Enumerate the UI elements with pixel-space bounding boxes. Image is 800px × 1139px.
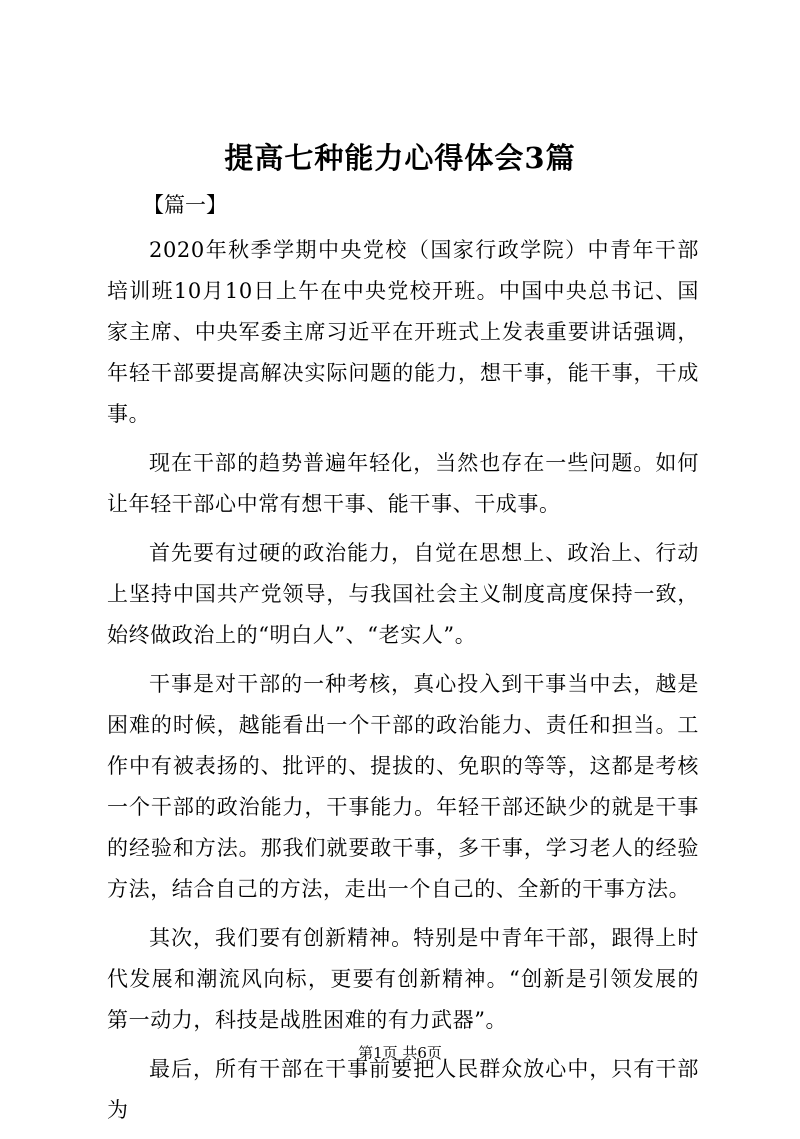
paragraph: 干事是对干部的一种考核，真心投入到干事当中去，越是困难的时候，越能看出一个干部的政治能力、责任和担当。工作中有被表扬的、批评的、提拔的、免职的等等，这都是考核一个干部的政治能力，干事能力。年轻干部还缺少的就是干事的经验和方法。那我们就要敢干事，多干事，学习老人的经验方法，结合自己的方法，走出一个自己的、全新的干事方法。: [107, 672, 699, 901]
paragraph: 2020年秋季学期中央党校（国家行政学院）中青年干部培训班10月10日上午在中央党校开班。中国中央总书记、国家主席、中央军委主席习近平在开班式上发表重要讲话强调，年轻干部要提高解决实际问题的能力，想干事，能干事，干成事。: [107, 238, 699, 426]
paragraph: 最后，所有干部在干事前要把人民群众放心中，只有干部为: [107, 1057, 699, 1122]
paragraph: 首先要有过硬的政治能力，自觉在思想上、政治上、行动上坚持中国共产党领导，与我国社会主义制度高度保持一致，始终做政治上的“明白人”、“老实人”。: [107, 541, 699, 647]
document-title: 提高七种能力心得体会3篇: [224, 141, 576, 175]
section-heading: 【篇一】: [143, 193, 227, 217]
page-number-footer: 第1页 共6页: [358, 1044, 442, 1062]
document-body: [107, 230, 699, 1139]
paragraph: 其次，我们要有创新精神。特别是中青年干部，跟得上时代发展和潮流风向标，更要有创新精神。“创新是引领发展的第一动力，科技是战胜困难的有力武器”。: [107, 926, 699, 1032]
paragraph: 现在干部的趋势普遍年轻化，当然也存在一些问题。如何让年轻干部心中常有想干事、能干事、干成事。: [107, 451, 699, 516]
